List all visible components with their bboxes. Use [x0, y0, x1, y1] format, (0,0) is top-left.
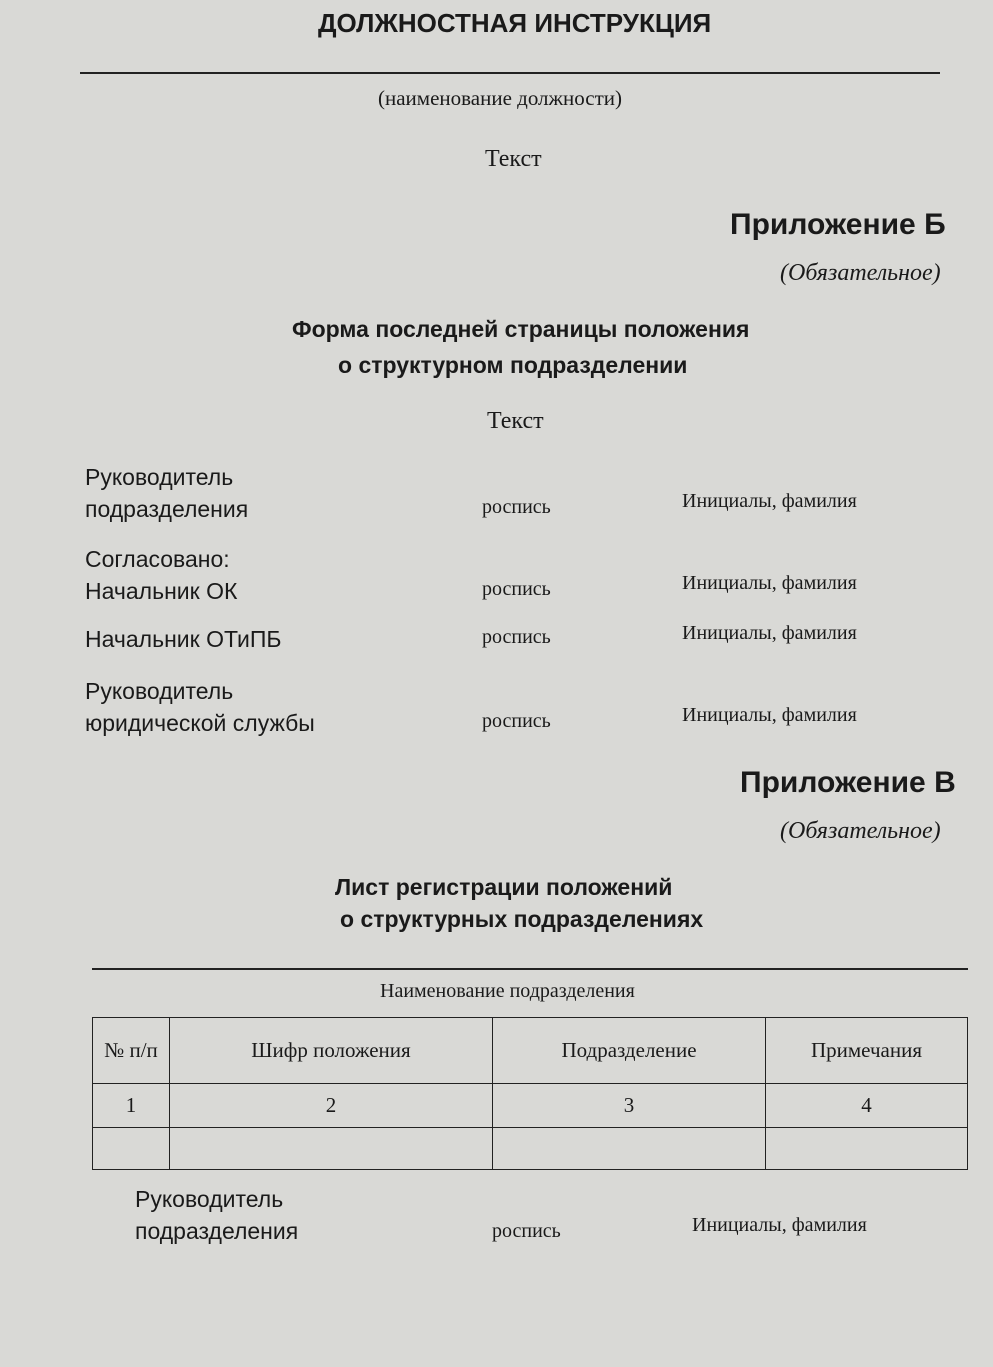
signature-role: Руководитель [85, 464, 234, 490]
position-line [80, 72, 940, 74]
table-cell [93, 1128, 170, 1170]
table-cell [170, 1128, 493, 1170]
signature-role: Согласовано: [85, 546, 230, 572]
position-caption: (наименование должности) [378, 86, 623, 110]
table-header-code: Шифр положения [170, 1018, 493, 1084]
signature-sign-label: роспись [482, 710, 551, 732]
signature-name-label: Инициалы, фамилия [692, 1214, 867, 1236]
appendix-b-text: Текст [487, 408, 544, 434]
signature-role: Начальник ОТиПБ [85, 626, 282, 652]
appendix-v-form-subtitle: о структурных подразделениях [340, 906, 704, 932]
signature-role: подразделения [85, 496, 249, 522]
signature-role: подразделения [135, 1218, 299, 1244]
table-header-number: № п/п [93, 1018, 170, 1084]
department-caption: Наименование подразделения [380, 980, 635, 1002]
signature-name-label: Инициалы, фамилия [682, 572, 857, 594]
signature-role: Начальник ОК [85, 578, 238, 604]
table-header-notes: Примечания [766, 1018, 968, 1084]
table-cell: 1 [93, 1084, 170, 1128]
appendix-v-note: (Обязательное) [780, 818, 941, 844]
signature-sign-label: роспись [482, 578, 551, 600]
table-header-department: Подразделение [493, 1018, 766, 1084]
signature-role: Руководитель [135, 1186, 284, 1212]
table-cell [493, 1128, 766, 1170]
signature-name-label: Инициалы, фамилия [682, 622, 857, 644]
appendix-b-note: (Обязательное) [780, 260, 941, 286]
appendix-v-form-title: Лист регистрации положений [335, 874, 673, 900]
table-cell: 3 [493, 1084, 766, 1128]
header-text: Текст [485, 146, 542, 172]
table-header-row [93, 1018, 968, 1084]
registration-table [92, 1017, 968, 1170]
table-row [93, 1128, 968, 1170]
signature-sign-label: роспись [482, 626, 551, 648]
table-cell: 4 [766, 1084, 968, 1128]
appendix-v-heading: Приложение В [740, 766, 956, 799]
signature-role: юридической службы [85, 710, 315, 736]
table-cell [766, 1128, 968, 1170]
signature-role: Руководитель [85, 678, 234, 704]
appendix-b-form-title: Форма последней страницы положения [292, 316, 750, 342]
signature-sign-label: роспись [492, 1220, 561, 1242]
signature-name-label: Инициалы, фамилия [682, 704, 857, 726]
department-line [92, 968, 968, 970]
signature-name-label: Инициалы, фамилия [682, 490, 857, 512]
table-cell: 2 [170, 1084, 493, 1128]
document-title: ДОЛЖНОСТНАЯ ИНСТРУКЦИЯ [318, 8, 712, 38]
table-row [93, 1084, 968, 1128]
appendix-b-form-subtitle: о структурном подразделении [338, 352, 688, 378]
appendix-b-heading: Приложение Б [730, 208, 946, 241]
signature-sign-label: роспись [482, 496, 551, 518]
